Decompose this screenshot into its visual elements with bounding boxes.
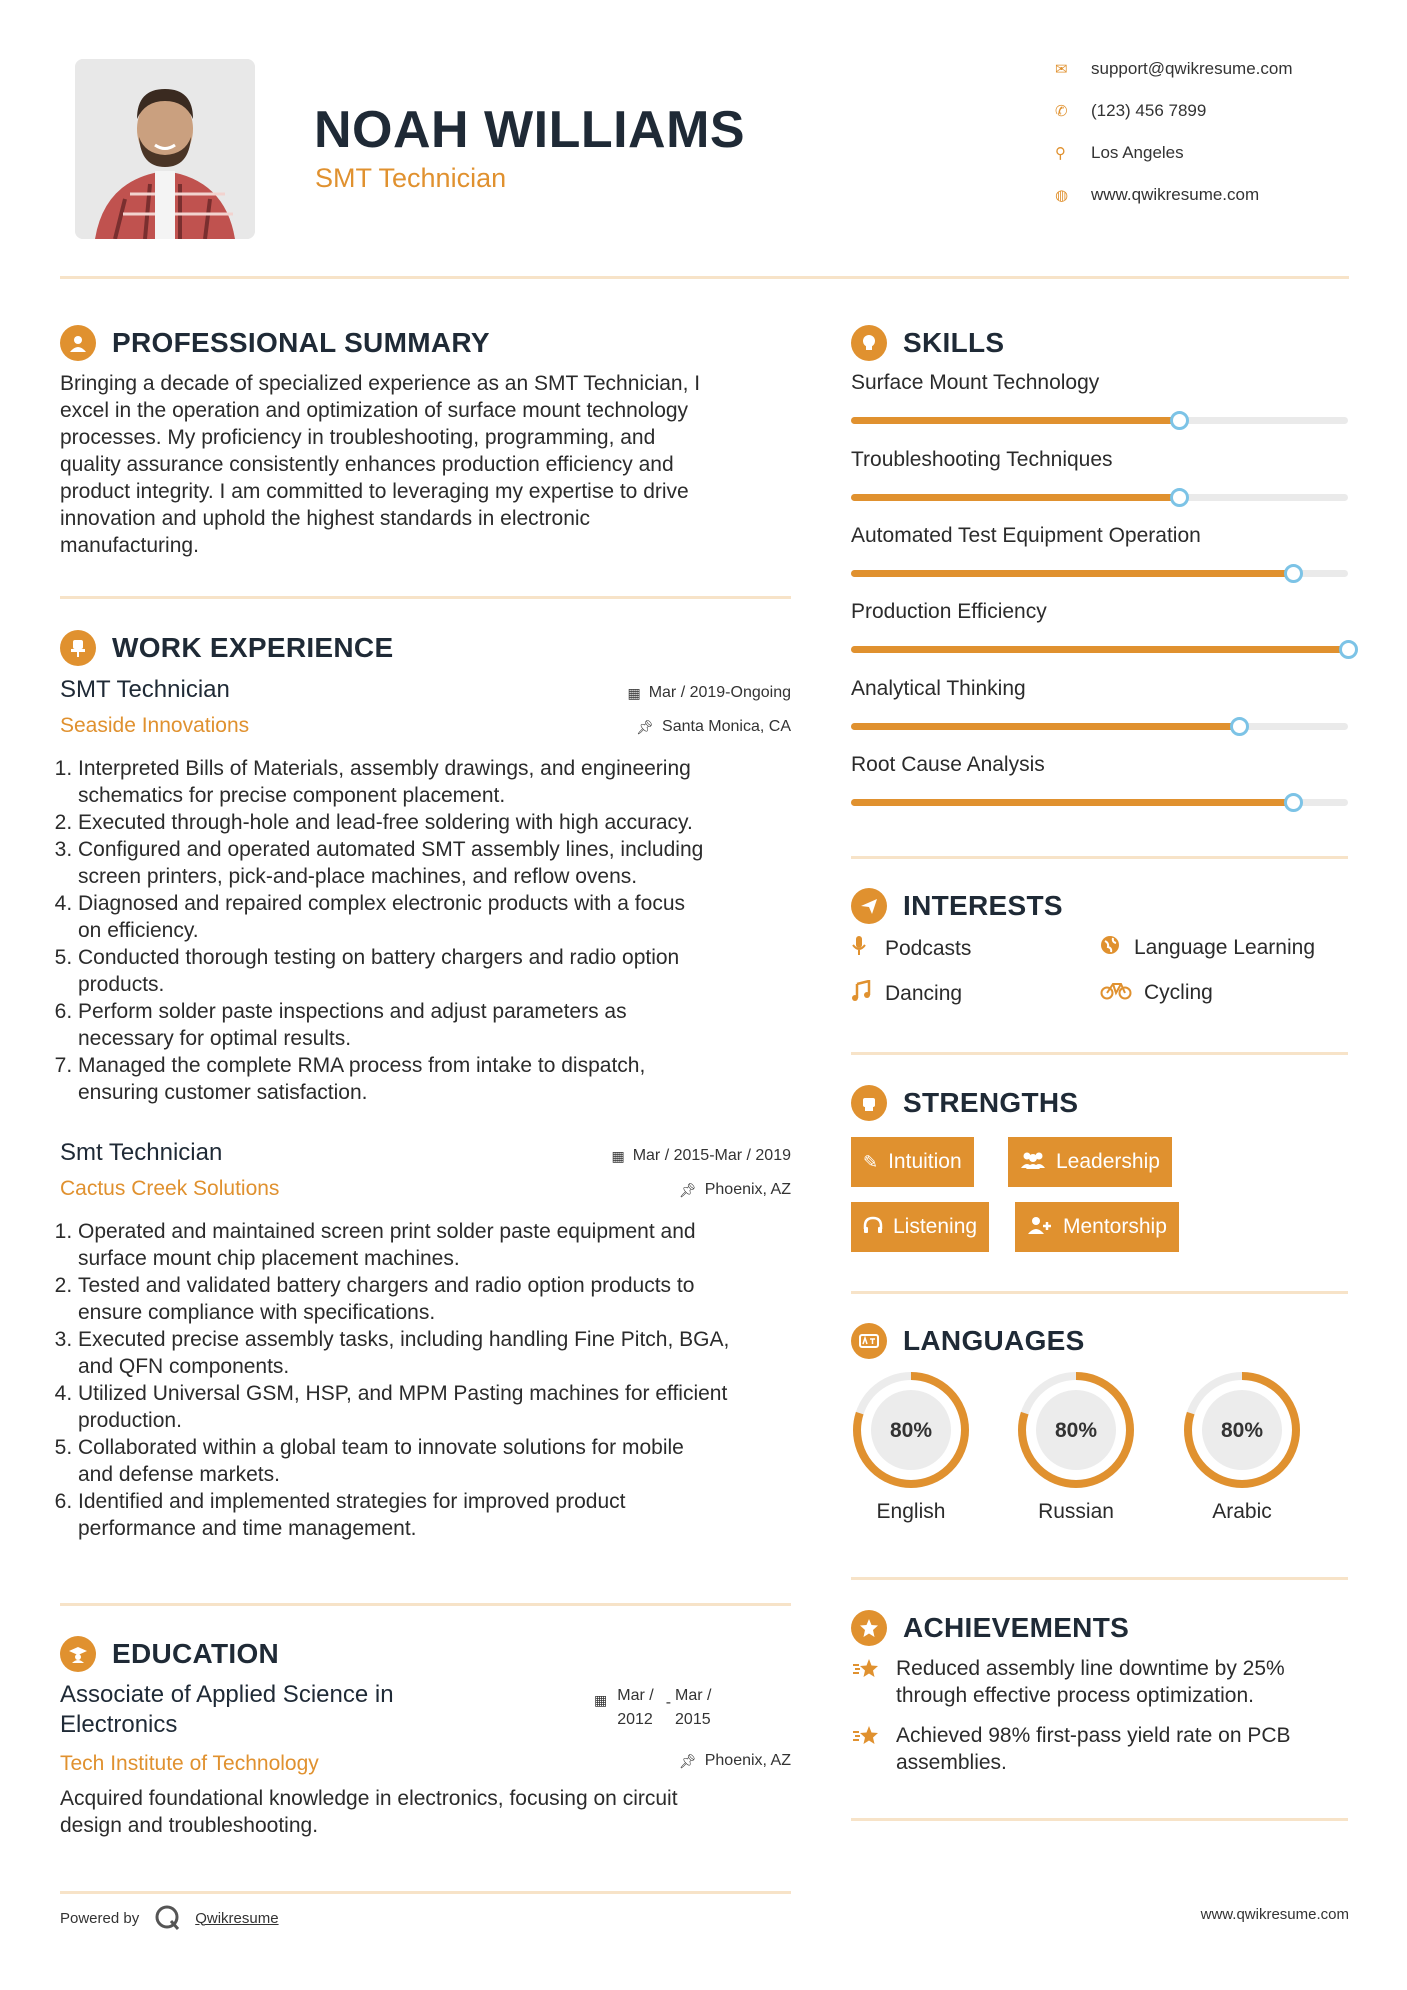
- globe-icon: [1100, 935, 1134, 961]
- skill-label: Analytical Thinking: [851, 677, 1026, 700]
- interests-divider: [851, 1052, 1348, 1055]
- skill-label: Troubleshooting Techniques: [851, 448, 1113, 471]
- list-item: 6. Identified and implemented strategies for improved product performance and time management.: [78, 1488, 800, 1542]
- powered-by: [60, 1903, 279, 1933]
- job-location-text: Phoenix, AZ: [704, 1181, 791, 1198]
- languages-header: [851, 1323, 1085, 1359]
- achievement-line: through effective process optimization.: [896, 1684, 1254, 1707]
- skill-knob[interactable]: [1284, 793, 1303, 812]
- job-location-text: Santa Monica, CA: [662, 718, 791, 735]
- skill-bar: [851, 799, 1348, 806]
- summary-header: [60, 325, 490, 361]
- skill-fill: [851, 494, 1179, 501]
- language-label: Arabic: [1212, 1500, 1272, 1523]
- skill-fill: [851, 646, 1348, 653]
- location-icon: ⚲: [1055, 145, 1066, 162]
- strength-label: Leadership: [1056, 1150, 1160, 1173]
- fist-icon: [851, 1085, 887, 1121]
- graduate-icon: [60, 1636, 96, 1672]
- skill-label: Root Cause Analysis: [851, 753, 1045, 776]
- footer-divider: [60, 1891, 791, 1894]
- strength-label: Intuition: [888, 1150, 962, 1173]
- qwikresume-link[interactable]: Qwikresume: [195, 1909, 279, 1927]
- education-desc-line: design and troubleshooting.: [60, 1814, 319, 1837]
- education-date: [594, 1684, 711, 1732]
- summary-line: product integrity. I am committed to leveraging my expertise to drive: [60, 480, 689, 503]
- qwikresume-logo-icon: [153, 1903, 183, 1933]
- skill-knob[interactable]: [1230, 717, 1249, 736]
- contact-location: [1055, 142, 1184, 164]
- strength-tag-mentorship: [1015, 1202, 1179, 1252]
- language-ring: [1016, 1370, 1136, 1490]
- date-start-month: Mar /: [617, 1687, 654, 1704]
- language-card-icon: [851, 1323, 887, 1359]
- language-english: [851, 1370, 971, 1524]
- star-icon: [851, 1722, 896, 1776]
- skill-bar: [851, 494, 1348, 501]
- job-date-text: Mar / 2015-Mar / 2019: [632, 1147, 791, 1164]
- job-date: [611, 1147, 791, 1165]
- contact-phone-text: (123) 456 7899: [1091, 101, 1207, 120]
- list-item: 1. Interpreted Bills of Materials, assembly drawings, and engineering schematics for precise component placement.: [78, 755, 800, 809]
- powered-by-text: Powered by: [60, 1909, 140, 1927]
- achievement-line: Achieved 98% first-pass yield rate on PCB: [896, 1724, 1291, 1747]
- job-location: [679, 1181, 791, 1199]
- paper-plane-icon: [851, 888, 887, 924]
- interest-cycling: [1100, 980, 1213, 1006]
- education-description: [60, 1785, 800, 1839]
- experience-title: WORK EXPERIENCE: [112, 632, 394, 663]
- contact-website-text: www.qwikresume.com: [1091, 185, 1260, 204]
- achievement-line: assemblies.: [896, 1751, 1007, 1774]
- skill-bar: [851, 646, 1348, 653]
- users-icon: [1020, 1151, 1046, 1174]
- school-name: Tech Institute of Technology: [60, 1752, 319, 1775]
- phone-icon: ✆: [1055, 103, 1068, 120]
- skill-label: Surface Mount Technology: [851, 371, 1100, 394]
- lightbulb-icon: [851, 325, 887, 361]
- languages-divider: [851, 1577, 1348, 1580]
- achievement-line: Reduced assembly line downtime by 25%: [896, 1657, 1285, 1680]
- list-item: 6. Perform solder paste inspections and adjust parameters as necessary for optimal results.: [78, 998, 800, 1052]
- interest-language-learning: [1100, 935, 1315, 961]
- skills-title: SKILLS: [903, 327, 1005, 358]
- language-ring: [1182, 1370, 1302, 1490]
- job-bullets: [60, 755, 800, 1106]
- contact-website[interactable]: [1055, 184, 1259, 206]
- list-item: 2. Tested and validated battery chargers and radio option products to ensure compliance with specifications.: [78, 1272, 800, 1326]
- skills-divider: [851, 856, 1348, 859]
- strength-tag-listening: [851, 1202, 989, 1252]
- user-icon: [60, 325, 96, 361]
- list-item: 5. Collaborated within a global team to innovate solutions for mobile and defense markets.: [78, 1434, 800, 1488]
- strengths-title: STRENGTHS: [903, 1087, 1079, 1118]
- achievements-title: ACHIEVEMENTS: [903, 1612, 1130, 1643]
- user-plus-icon: [1027, 1216, 1053, 1239]
- skill-bar: [851, 723, 1348, 730]
- interest-label: Dancing: [885, 982, 963, 1005]
- skill-bar: [851, 570, 1348, 577]
- job-company: Cactus Creek Solutions: [60, 1177, 280, 1200]
- magic-wand-icon: ✎: [863, 1151, 879, 1172]
- skill-knob[interactable]: [1170, 488, 1189, 507]
- education-header: [60, 1636, 279, 1672]
- education-title: EDUCATION: [112, 1638, 280, 1669]
- job-bullets: [60, 1218, 800, 1542]
- experience-divider: [60, 1603, 791, 1606]
- skill-fill: [851, 417, 1179, 424]
- headphones-icon: [863, 1216, 883, 1239]
- job-title: SMT Technician: [60, 676, 230, 703]
- skill-knob[interactable]: [1339, 640, 1358, 659]
- pin-icon: 📌︎: [678, 1752, 697, 1769]
- list-item: 7. Managed the complete RMA process from intake to dispatch, ensuring customer satisfaction.: [78, 1052, 800, 1106]
- music-note-icon: [851, 980, 885, 1008]
- degree-line: Associate of Applied Science in: [60, 1681, 394, 1708]
- language-label: Russian: [1038, 1500, 1114, 1523]
- header-divider: [60, 276, 1349, 279]
- summary-line: quality assurance consistently enhances production efficiency and: [60, 453, 674, 476]
- language-percent: 80%: [889, 1419, 933, 1442]
- interests-title: INTERESTS: [903, 890, 1063, 921]
- summary-line: Bringing a decade of specialized experience as an SMT Technician, I: [60, 372, 701, 395]
- calendar-icon: ▦: [594, 1692, 608, 1708]
- date-separator: -: [665, 1694, 672, 1711]
- achievements-header: [851, 1610, 1129, 1646]
- candidate-role: SMT Technician: [315, 163, 507, 193]
- skill-bar: [851, 417, 1348, 424]
- interest-label: Language Learning: [1134, 936, 1316, 959]
- interest-label: Podcasts: [885, 937, 972, 960]
- education-desc-line: Acquired foundational knowledge in electronics, focusing on circuit: [60, 1787, 678, 1810]
- skills-header: [851, 325, 1004, 361]
- summary-line: manufacturing.: [60, 534, 199, 557]
- list-item: 2. Executed through-hole and lead-free soldering with high accuracy.: [78, 809, 800, 836]
- interest-label: Cycling: [1144, 981, 1213, 1004]
- strengths-header: [851, 1085, 1078, 1121]
- list-item: 5. Conducted thorough testing on battery chargers and radio option products.: [78, 944, 800, 998]
- language-percent: 80%: [1220, 1419, 1264, 1442]
- job-location: [636, 718, 791, 736]
- interest-dancing: [851, 980, 962, 1008]
- strengths-divider: [851, 1291, 1348, 1294]
- skill-knob[interactable]: [1284, 564, 1303, 583]
- candidate-name: NOAH WILLIAMS: [314, 101, 746, 159]
- contact-phone[interactable]: [1055, 100, 1206, 122]
- skill-knob[interactable]: [1170, 411, 1189, 430]
- email-icon: ✉: [1055, 61, 1068, 78]
- job-title: Smt Technician: [60, 1139, 223, 1166]
- achievement-item: [851, 1655, 1356, 1709]
- date-end-month: Mar /: [675, 1687, 712, 1704]
- calendar-icon: ▦: [611, 1147, 625, 1164]
- strength-label: Listening: [893, 1215, 978, 1238]
- language-arabic: [1182, 1370, 1302, 1524]
- chair-icon: [60, 630, 96, 666]
- skill-label: Production Efficiency: [851, 600, 1047, 623]
- interest-podcasts: [851, 935, 971, 963]
- list-item: 4. Utilized Universal GSM, HSP, and MPM Pasting machines for efficient production.: [78, 1380, 800, 1434]
- contact-email-text: support@qwikresume.com: [1091, 59, 1293, 78]
- achievements-divider: [851, 1818, 1348, 1821]
- skill-fill: [851, 570, 1293, 577]
- strength-label: Mentorship: [1063, 1215, 1167, 1238]
- contact-location-text: Los Angeles: [1091, 143, 1184, 162]
- strength-tag-intuition: [851, 1137, 974, 1187]
- degree-title: [60, 1680, 394, 1740]
- date-end-year: 2015: [675, 1711, 711, 1728]
- globe-icon: ◍: [1055, 187, 1069, 204]
- education-location: [679, 1752, 791, 1770]
- language-russian: [1016, 1370, 1136, 1524]
- star-badge-icon: [851, 1610, 887, 1646]
- summary-text: [60, 370, 800, 559]
- list-item: 4. Diagnosed and repaired complex electronic products with a focus on efficiency.: [78, 890, 800, 944]
- language-label: English: [876, 1500, 946, 1523]
- pin-icon: 📌︎: [636, 718, 655, 735]
- bicycle-icon: [1100, 980, 1144, 1006]
- summary-divider: [60, 596, 791, 599]
- skill-fill: [851, 723, 1239, 730]
- summary-title: PROFESSIONAL SUMMARY: [112, 327, 490, 358]
- summary-line: processes. My proficiency in troubleshooting, programming, and: [60, 426, 656, 449]
- date-start-year: 2012: [617, 1711, 653, 1728]
- job-date-text: Mar / 2019-Ongoing: [648, 684, 791, 701]
- experience-header: [60, 630, 393, 666]
- microphone-icon: [851, 935, 885, 963]
- strength-tag-leadership: [1008, 1137, 1172, 1187]
- summary-line: innovation and uphold the highest standards in electronic: [60, 507, 591, 530]
- achievement-item: [851, 1722, 1356, 1776]
- skill-label: Automated Test Equipment Operation: [851, 524, 1201, 547]
- profile-photo: [75, 59, 255, 239]
- education-location-text: Phoenix, AZ: [704, 1752, 791, 1769]
- contact-email[interactable]: [1055, 58, 1293, 80]
- footer-website[interactable]: www.qwikresume.com: [1200, 1906, 1349, 1923]
- interests-header: [851, 888, 1063, 924]
- language-ring: [851, 1370, 971, 1490]
- calendar-icon: ▦: [627, 684, 641, 701]
- star-icon: [851, 1655, 896, 1709]
- pin-icon: 📌︎: [678, 1181, 697, 1198]
- list-item: 3. Configured and operated automated SMT assembly lines, including screen printers, pick-and-place machines, and reflow ovens.: [78, 836, 800, 890]
- degree-line: Electronics: [60, 1711, 178, 1738]
- languages-title: LANGUAGES: [903, 1325, 1085, 1356]
- job-company: Seaside Innovations: [60, 714, 250, 737]
- language-percent: 80%: [1054, 1419, 1098, 1442]
- list-item: 3. Executed precise assembly tasks, including handling Fine Pitch, BGA, and QFN components.: [78, 1326, 800, 1380]
- job-date: [627, 684, 791, 702]
- summary-line: excel in the operation and optimization of surface mount technology: [60, 399, 689, 422]
- skill-fill: [851, 799, 1293, 806]
- list-item: 1. Operated and maintained screen print solder paste equipment and surface mount chip placement machines.: [78, 1218, 800, 1272]
